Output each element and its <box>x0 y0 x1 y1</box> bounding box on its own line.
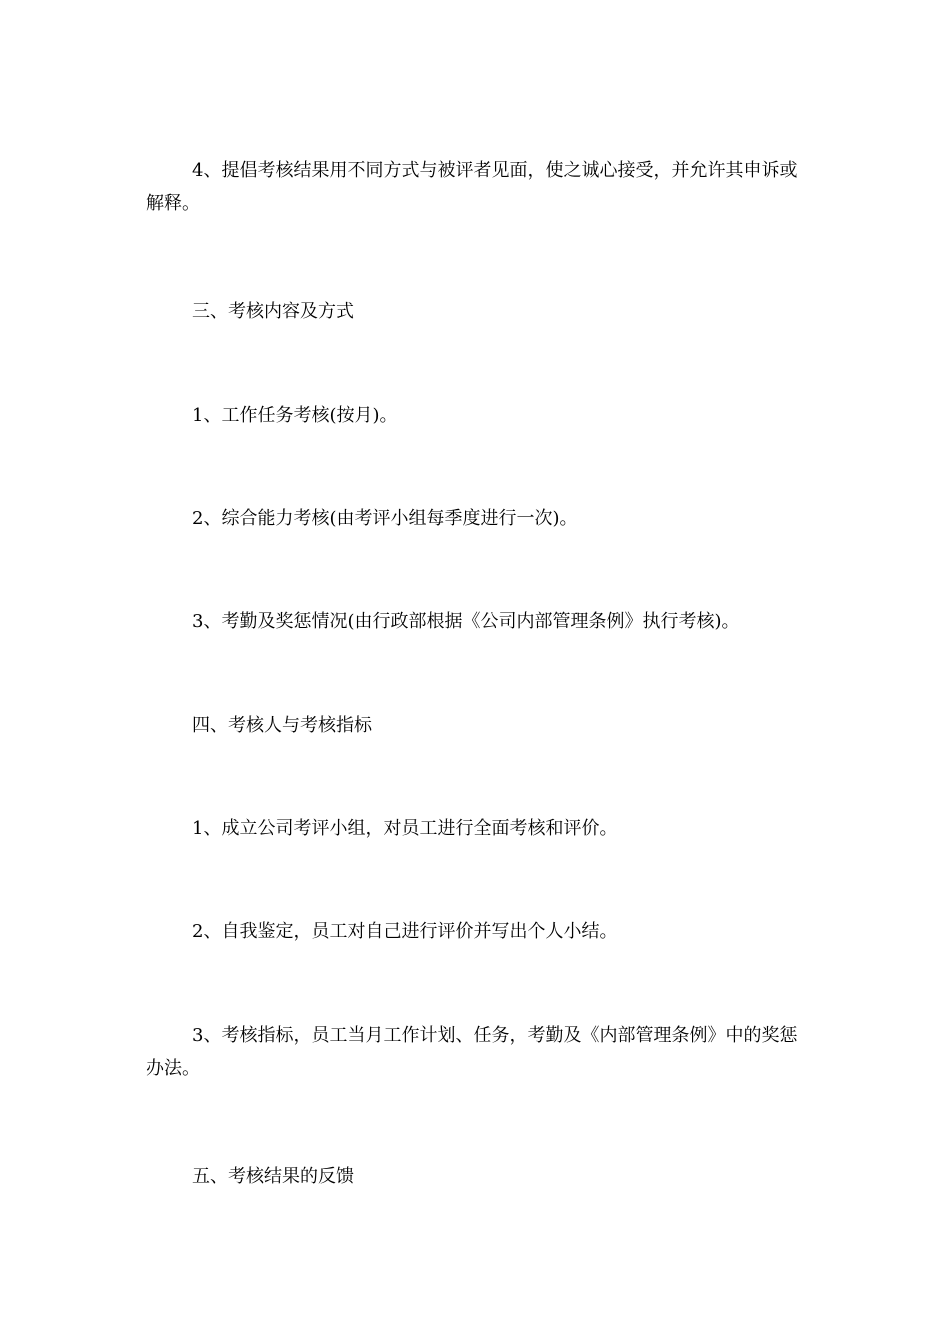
section-heading-content-methods: 三、考核内容及方式 <box>192 301 354 322</box>
paragraph-appeal: 4、提倡考核结果用不同方式与被评者见面，使之诚心接受，并允许其申诉或解释。 <box>146 160 798 214</box>
paragraph-ability-assessment: 2、综合能力考核(由考评小组每季度进行一次)。 <box>192 508 578 529</box>
section-heading-assessors-indicators: 四、考核人与考核指标 <box>192 715 372 736</box>
paragraph-indicators: 3、考核指标，员工当月工作计划、任务，考勤及《内部管理条例》中的奖惩办法。 <box>146 1025 798 1079</box>
paragraph-task-assessment: 1、工作任务考核(按月)。 <box>192 405 398 426</box>
paragraph-attendance-assessment: 3、考勤及奖惩情况(由行政部根据《公司内部管理条例》执行考核)。 <box>192 611 740 632</box>
paragraph-self-evaluation: 2、自我鉴定，员工对自己进行评价并写出个人小结。 <box>192 921 618 942</box>
section-heading-feedback: 五、考核结果的反馈 <box>192 1166 354 1187</box>
paragraph-evaluation-group: 1、成立公司考评小组，对员工进行全面考核和评价。 <box>192 818 618 839</box>
